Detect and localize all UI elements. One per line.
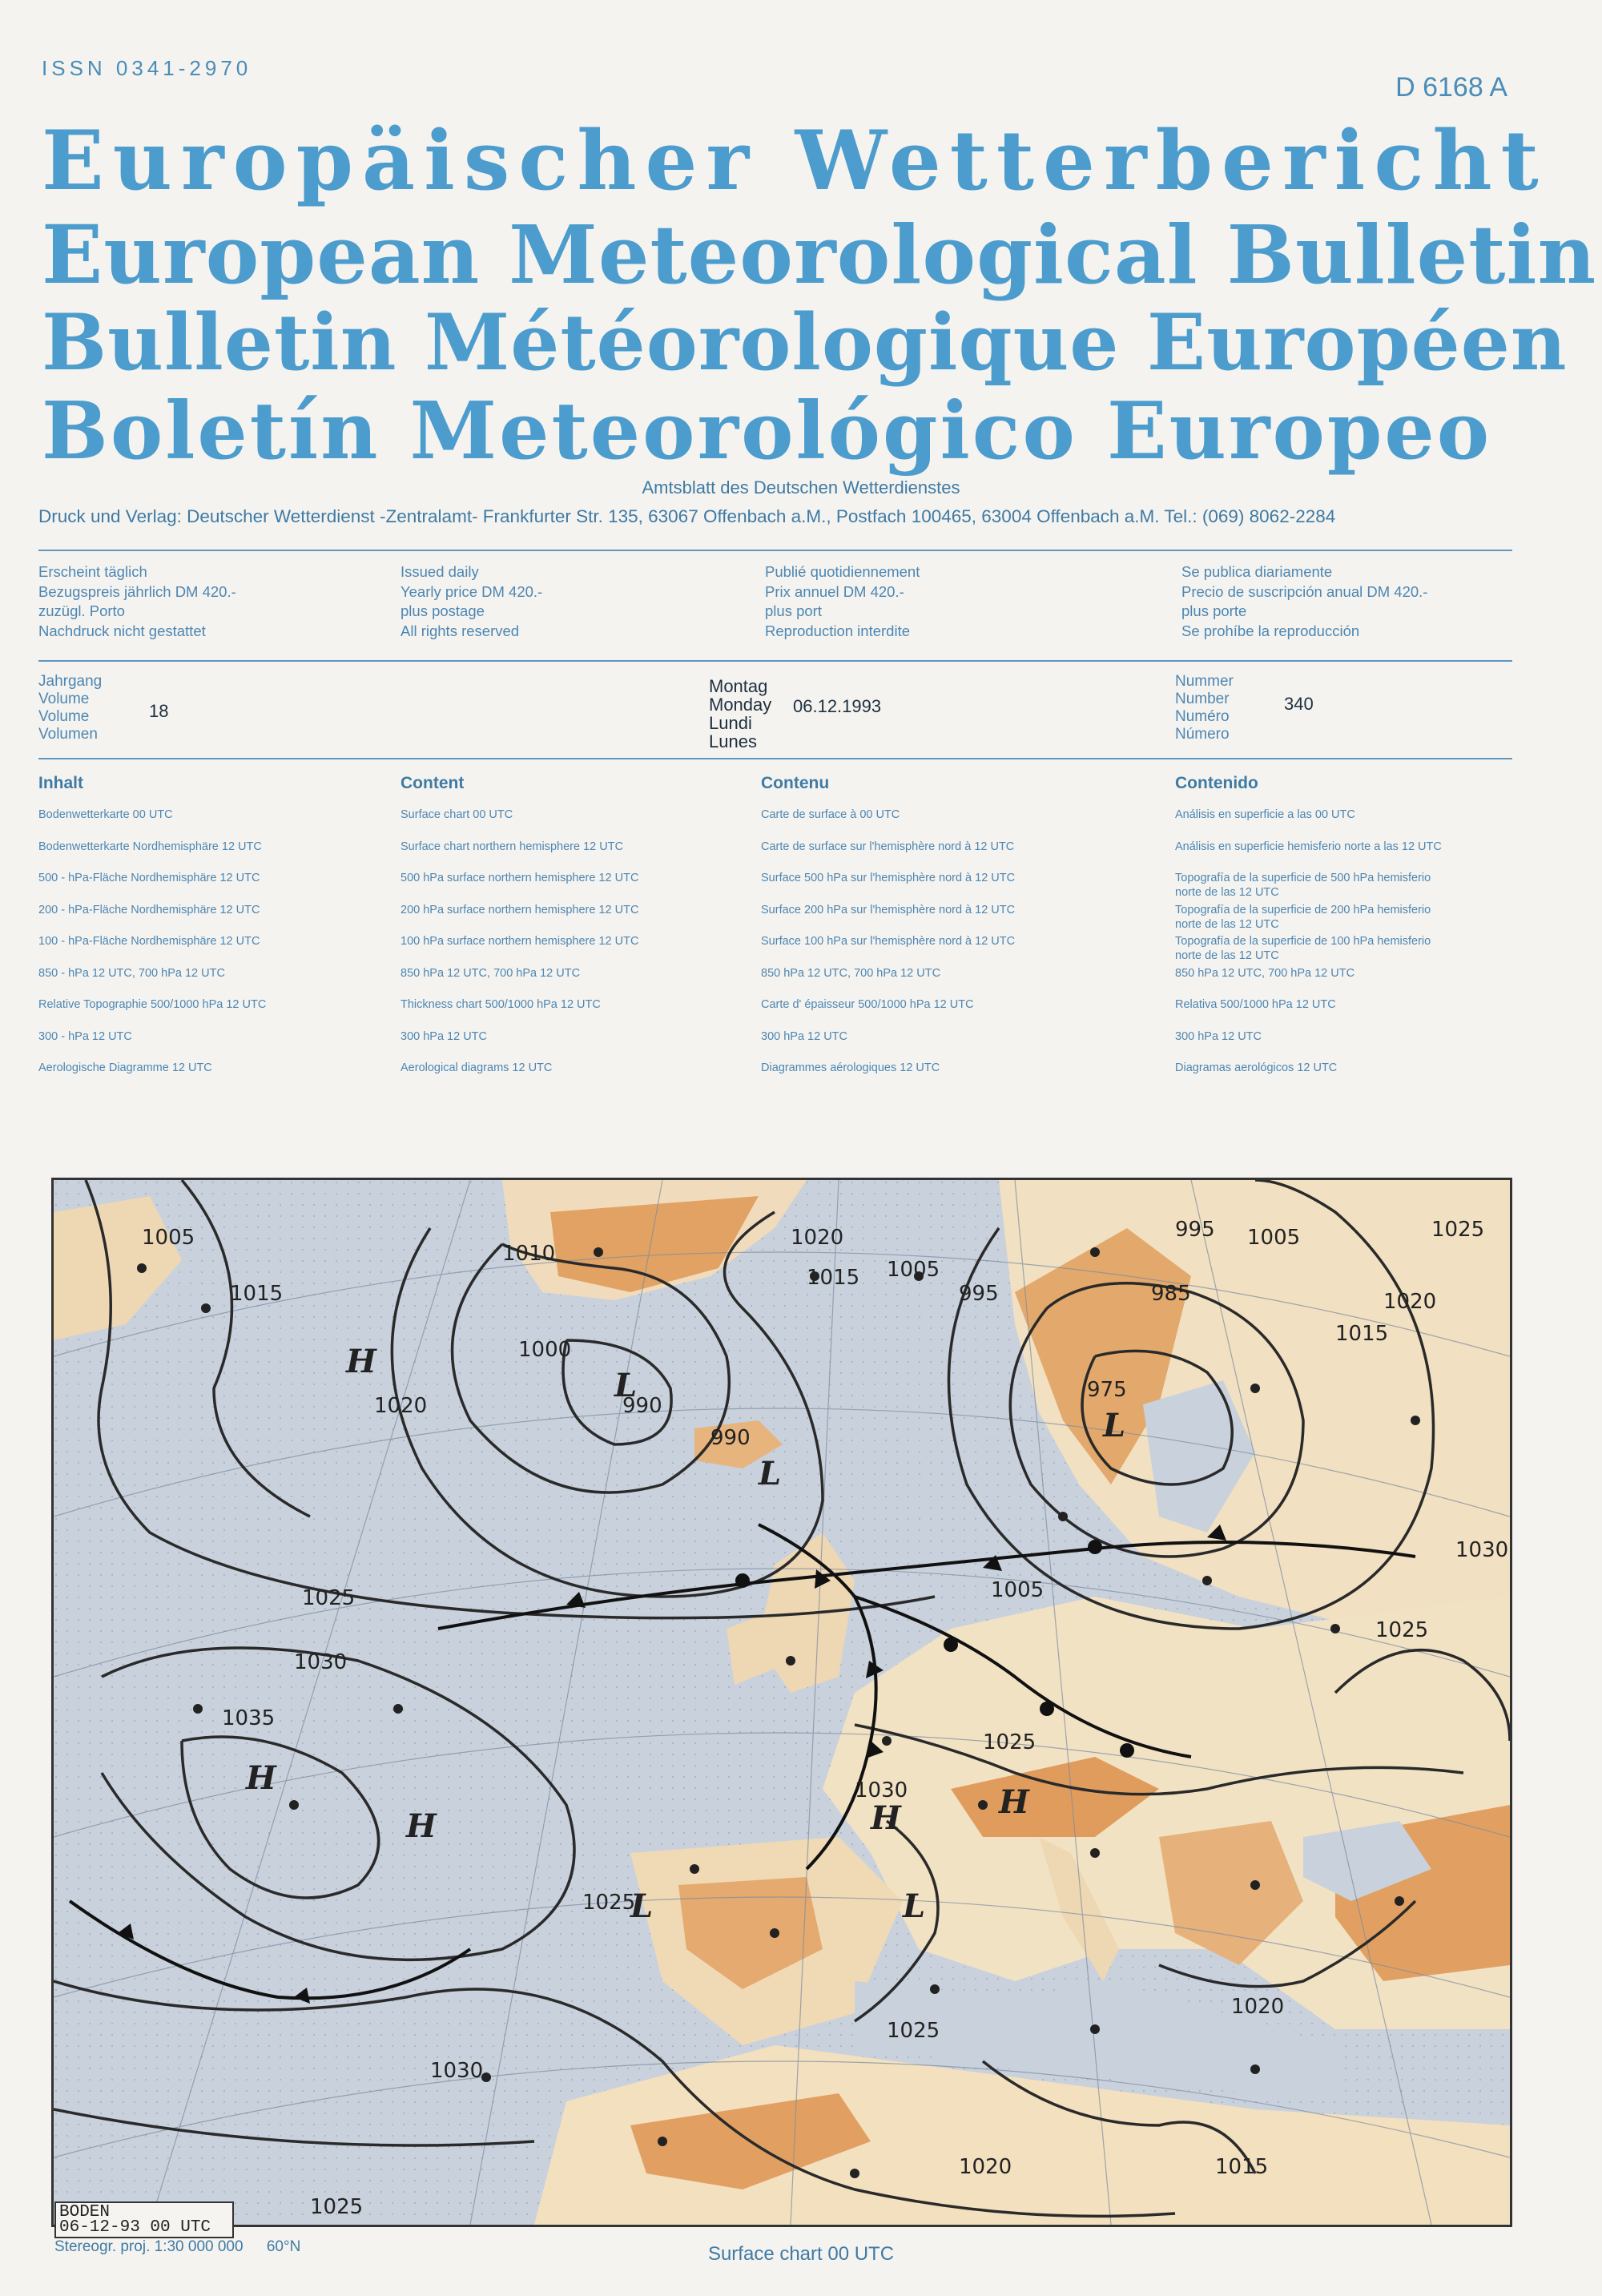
isobar-label: 1015 (1215, 2155, 1269, 2179)
info-line: Bezugspreis jährlich DM 420.- (38, 582, 236, 600)
contents-item-de: Bodenwetterkarte Nordhemisphäre 12 UTC (38, 840, 262, 853)
title-german: Europäischer Wetterbericht (42, 113, 1548, 209)
contents-item-es: 300 hPa 12 UTC (1175, 1029, 1262, 1043)
low-pressure-centre: L (1103, 1407, 1126, 1444)
contents-header-es: Contenido (1175, 774, 1258, 792)
high-pressure-centre: H (346, 1343, 376, 1380)
contents-header-en: Content (400, 774, 465, 792)
high-pressure-centre: H (406, 1807, 437, 1845)
number-labels (1175, 673, 1234, 743)
issue-date: 06.12.1993 (793, 696, 882, 716)
contents-item-fr: Carte d' épaisseur 500/1000 hPa 12 UTC (761, 998, 974, 1011)
low-pressure-centre: L (759, 1455, 782, 1492)
number-label: Number (1175, 691, 1230, 707)
contents-item-en: 300 hPa 12 UTC (400, 1029, 488, 1043)
isobar-label: 1020 (1231, 1995, 1285, 2019)
contents-item-de: 850 - hPa 12 UTC, 700 hPa 12 UTC (38, 966, 225, 980)
surface-chart-svg (54, 1180, 1510, 2225)
contents-item-es: Topografía de la superficie de 500 hPa hemisferio (1175, 872, 1431, 884)
isobar-label: 1020 (959, 2155, 1012, 2179)
contents-item-de: 200 - hPa-Fläche Nordhemisphäre 12 UTC (38, 903, 260, 916)
chart-stamp-label: BODEN (59, 2203, 111, 2221)
info-line: plus postage (400, 602, 485, 619)
isobar-label: 995 (1175, 1218, 1215, 1242)
info-line: plus porte (1181, 602, 1247, 619)
isobar-label: 1005 (887, 1258, 940, 1282)
date-block (709, 677, 771, 751)
isobar-label: 1000 (518, 1338, 572, 1362)
contents-item-fr: Surface 500 hPa sur l'hemisphère nord à 12 UTC (761, 872, 1016, 884)
contents-item-es: Relativa 500/1000 hPa 12 UTC (1175, 998, 1336, 1011)
isobar-label: 1035 (222, 1706, 276, 1730)
contents-item-en: 850 hPa 12 UTC, 700 hPa 12 UTC (400, 966, 581, 980)
volume-labels (38, 673, 102, 743)
isobar-label: 1030 (294, 1650, 348, 1674)
isobar-label: 975 (1087, 1378, 1127, 1402)
contents-item-fr: Surface 100 hPa sur l'hemisphère nord à 12 UTC (761, 935, 1016, 948)
contents-item-de: Relative Topographie 500/1000 hPa 12 UTC (38, 998, 267, 1011)
number-label: Numéro (1175, 708, 1230, 725)
rule-issue (38, 660, 1512, 662)
info-line: plus port (765, 602, 822, 619)
contents-item-es: Topografía de la superficie de 100 hPa hemisferio (1175, 935, 1431, 948)
low-pressure-centre: L (630, 1887, 654, 1925)
number-label: Nummer (1175, 673, 1234, 690)
contents-item-es: Análisis en superficie a las 00 UTC (1175, 808, 1355, 821)
chart-stamp (54, 2201, 234, 2238)
low-pressure-centre: L (903, 1887, 926, 1925)
volume-label: Volumen (38, 726, 98, 743)
isobar-label: 1025 (310, 2195, 364, 2219)
isobar-label: 1015 (807, 1266, 860, 1290)
info-line: Prix annuel DM 420.- (765, 582, 904, 600)
volume-label: Jahrgang (38, 673, 103, 690)
rule-top (38, 550, 1512, 551)
day-name: Montag (709, 676, 768, 696)
high-pressure-centre: H (871, 1799, 901, 1837)
isobar-label: 1015 (1335, 1322, 1389, 1346)
contents-item-en: Thickness chart 500/1000 hPa 12 UTC (400, 998, 601, 1011)
low-pressure-centre: L (614, 1367, 638, 1404)
isobar-label: 1015 (230, 1282, 284, 1306)
info-line: Se publica diariamente (1181, 563, 1333, 580)
isobar-label: 1030 (1455, 1538, 1509, 1562)
isobar-label: 1005 (142, 1226, 195, 1250)
info-line: zuzügl. Porto (38, 602, 125, 619)
contents-header-fr: Contenu (761, 774, 830, 792)
contents-item-de: 500 - hPa-Fläche Nordhemisphäre 12 UTC (38, 872, 260, 884)
projection-scale: Stereogr. proj. 1:30 000 000 (54, 2238, 244, 2255)
day-name: Lunes (709, 731, 757, 751)
info-line: Yearly price DM 420.- (400, 582, 543, 600)
info-line: Reproduction interdite (765, 622, 910, 639)
isobar-label: 1030 (430, 2059, 484, 2083)
info-line: Publié quotidiennement (765, 563, 920, 580)
isobar-label: 1025 (582, 1891, 636, 1915)
isobar-label: 1020 (1383, 1290, 1437, 1314)
day-name: Lundi (709, 713, 752, 733)
isobar-label: 1025 (1431, 1218, 1485, 1242)
volume-label: Volume (38, 691, 90, 707)
contents-item-es: norte de las 12 UTC (1175, 917, 1279, 931)
rule-contents (38, 758, 1512, 759)
title-french: Bulletin Météorologique Européen (42, 297, 1568, 388)
contents-header-de: Inhalt (38, 774, 83, 792)
info-line: Erscheint täglich (38, 563, 147, 580)
title-spanish: Boletín Meteorológico Europeo (42, 385, 1492, 477)
contents-item-en: 100 hPa surface northern hemisphere 12 UTC (400, 935, 639, 948)
surface-chart (51, 1178, 1512, 2227)
number-label: Número (1175, 726, 1230, 743)
map-caption: Surface chart 00 UTC (707, 2243, 895, 2265)
isobar-label: 1030 (855, 1778, 908, 1803)
contents-item-es: norte de las 12 UTC (1175, 949, 1279, 962)
contents-item-de: Aerologische Diagramme 12 UTC (38, 1061, 212, 1074)
info-line: Nachdruck nicht gestattet (38, 622, 206, 639)
isobar-label: 995 (959, 1282, 999, 1306)
isobar-label: 985 (1151, 1282, 1191, 1306)
publication-code: D 6168 A (1395, 72, 1507, 103)
info-line: All rights reserved (400, 622, 520, 639)
contents-item-en: Aerological diagrams 12 UTC (400, 1061, 553, 1074)
issue-number: 340 (1284, 694, 1314, 714)
contents-item-es: norte de las 12 UTC (1175, 886, 1279, 899)
title-english: European Meteorological Bulletin (42, 207, 1597, 302)
isobar-label: 1020 (374, 1394, 428, 1418)
isobar-label: 1025 (983, 1730, 1036, 1754)
info-line: Precio de suscripción anual DM 420.- (1181, 582, 1428, 600)
isobar-label: 1005 (991, 1578, 1045, 1602)
isobar-label: 1005 (1247, 1226, 1301, 1250)
projection-latitude: 60°N (266, 2238, 301, 2255)
isobar-label: 1025 (1375, 1618, 1429, 1642)
info-line: Issued daily (400, 563, 479, 580)
contents-item-es: Análisis en superficie hemisferio norte a las 12 UTC (1175, 840, 1442, 853)
isobar-label: 1010 (502, 1242, 556, 1266)
high-pressure-centre: H (246, 1759, 276, 1797)
issn: ISSN 0341-2970 (42, 56, 252, 80)
isobar-label: 990 (622, 1394, 662, 1418)
contents-item-fr: Carte de surface à 00 UTC (761, 808, 900, 821)
publisher-line: Druck und Verlag: Deutscher Wetterdienst -Zentralamt- Frankfurter Str. 135, 63067 Offenbach a.M., Postfach 100465, 63004 Offenbach a.M. Tel.: (069) 8062-2284 (38, 506, 1336, 526)
isobar-label: 1025 (887, 2019, 940, 2043)
isobar-label: 990 (710, 1426, 751, 1450)
volume-value: 18 (149, 701, 169, 721)
contents-item-fr: 300 hPa 12 UTC (761, 1029, 848, 1043)
contents-item-fr: Carte de surface sur l'hemisphère nord à 12 UTC (761, 840, 1015, 853)
isobar-label: 1025 (302, 1586, 356, 1610)
contents-item-en: 200 hPa surface northern hemisphere 12 UTC (400, 903, 639, 916)
info-line: Se prohíbe la reproducción (1181, 622, 1360, 639)
publication-info-fr (765, 562, 920, 641)
contents-item-de: 100 - hPa-Fläche Nordhemisphäre 12 UTC (38, 935, 260, 948)
contents-item-de: Bodenwetterkarte 00 UTC (38, 808, 173, 821)
publication-info-es (1181, 562, 1427, 641)
publication-info-de (38, 562, 236, 641)
contents-item-fr: 850 hPa 12 UTC, 700 hPa 12 UTC (761, 966, 941, 980)
contents-item-fr: Surface 200 hPa sur l'hemisphère nord à 12 UTC (761, 903, 1016, 916)
amtsblatt: Amtsblatt des Deutschen Wetterdienstes (642, 477, 960, 497)
contents-item-en: Surface chart northern hemisphere 12 UTC (400, 840, 624, 853)
contents-item-fr: Diagrammes aérologiques 12 UTC (761, 1061, 940, 1074)
contents-item-es: Diagramas aerológicos 12 UTC (1175, 1061, 1338, 1074)
contents-item-es: Topografía de la superficie de 200 hPa hemisferio (1175, 903, 1431, 916)
publication-info-en (400, 562, 542, 641)
chart-stamp-date: 06-12-93 00 UTC (59, 2218, 211, 2237)
isobar-label: 1020 (791, 1226, 844, 1250)
contents-item-de: 300 - hPa 12 UTC (38, 1029, 132, 1043)
day-name: Monday (709, 695, 772, 715)
contents-item-en: 500 hPa surface northern hemisphere 12 UTC (400, 872, 639, 884)
contents-item-es: 850 hPa 12 UTC, 700 hPa 12 UTC (1175, 966, 1355, 980)
volume-label: Volume (38, 708, 90, 725)
high-pressure-centre: H (999, 1783, 1029, 1821)
contents-item-en: Surface chart 00 UTC (400, 808, 513, 821)
